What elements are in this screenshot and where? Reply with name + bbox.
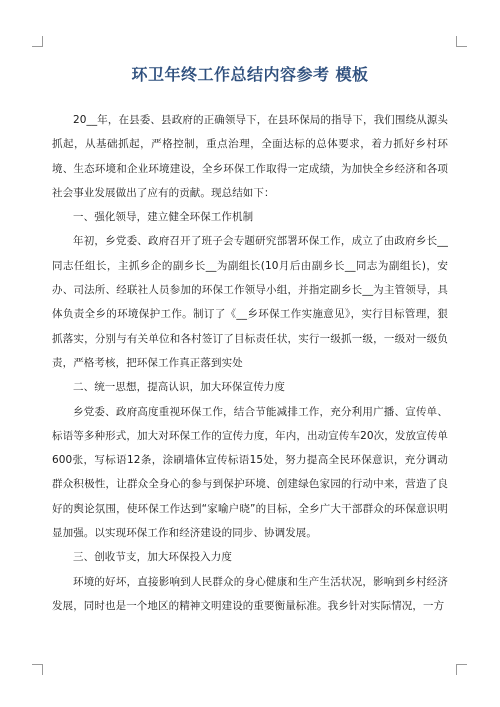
section-heading-1: 一、强化领导，建立健全环保工作机制	[73, 211, 254, 224]
section-3-paragraph: 环境的好坏，直接影响到人民群众的身心健康和生产生活状况，影响到乡村经济发展，同时也是一个地区的精神文明建设的重要衡量标准。我乡针对实际情况，一方	[52, 575, 448, 612]
section-heading-3: 三、创收节支，加大环保投入力度	[73, 551, 232, 564]
intro-paragraph: 20__年，在县委、县政府的正确领导下，在县环保局的指导下，我们围绕从源头抓起，从基础抓起，严格控制，重点治理，全面达标的总体要求，着力抓好乡村环境、生态环境和企业环境建设，全乡环保工作取得一定成绩，为加快全乡经济和各项社会事业发展做出了应有的贡献。现总结如下：	[52, 114, 448, 199]
crop-mark-top-left	[32, 36, 43, 47]
crop-mark-bottom-left	[32, 664, 43, 675]
section-1-paragraph: 年初，乡党委、政府召开了班子会专题研究部署环保工作，成立了由政府乡长__同志任组长，主抓乡企的副乡长__为副组长(10月后由副乡长__同志为副组长)，安办、司法所、经联社人员参加的环保工作领导小组，并指定副乡长__为主管领导，具体负责全乡的环境保护工作。制订了《__乡环保工作实施意见》，实行目标管理，狠抓落实，分别与有关单位和各村签订了目标责任状，实行一级抓一级，一级对一级负责，严格考核，把环保工作真正落到实处	[52, 235, 448, 369]
crop-mark-top-right	[456, 36, 467, 47]
document-title: 环卫年终工作总结内容参考 模板	[131, 65, 369, 84]
crop-mark-bottom-right	[456, 664, 467, 675]
section-2-paragraph: 乡党委、政府高度重视环保工作，结合节能减排工作，充分利用广播、宣传单、标语等多种形式，加大对环保工作的宣传力度，年内，出动宣传车20次，发放宣传单600张，写标语12条，涂刷墙体宣传标语15处，努力提高全民环保意识，充分调动群众积极性，让群众全身心的参与到保护环境、创建绿色家园的行动中来，营造了良好的舆论氛围，使环保工作达到“家喻户晓”的目标，全乡广大干部群众的环保意识明显加强。以实现环保工作和经济建设的同步、协调发展。	[52, 405, 448, 540]
document-body	[52, 108, 448, 618]
section-heading-2: 二、统一思想，提高认识，加大环保宣传力度	[73, 381, 285, 394]
